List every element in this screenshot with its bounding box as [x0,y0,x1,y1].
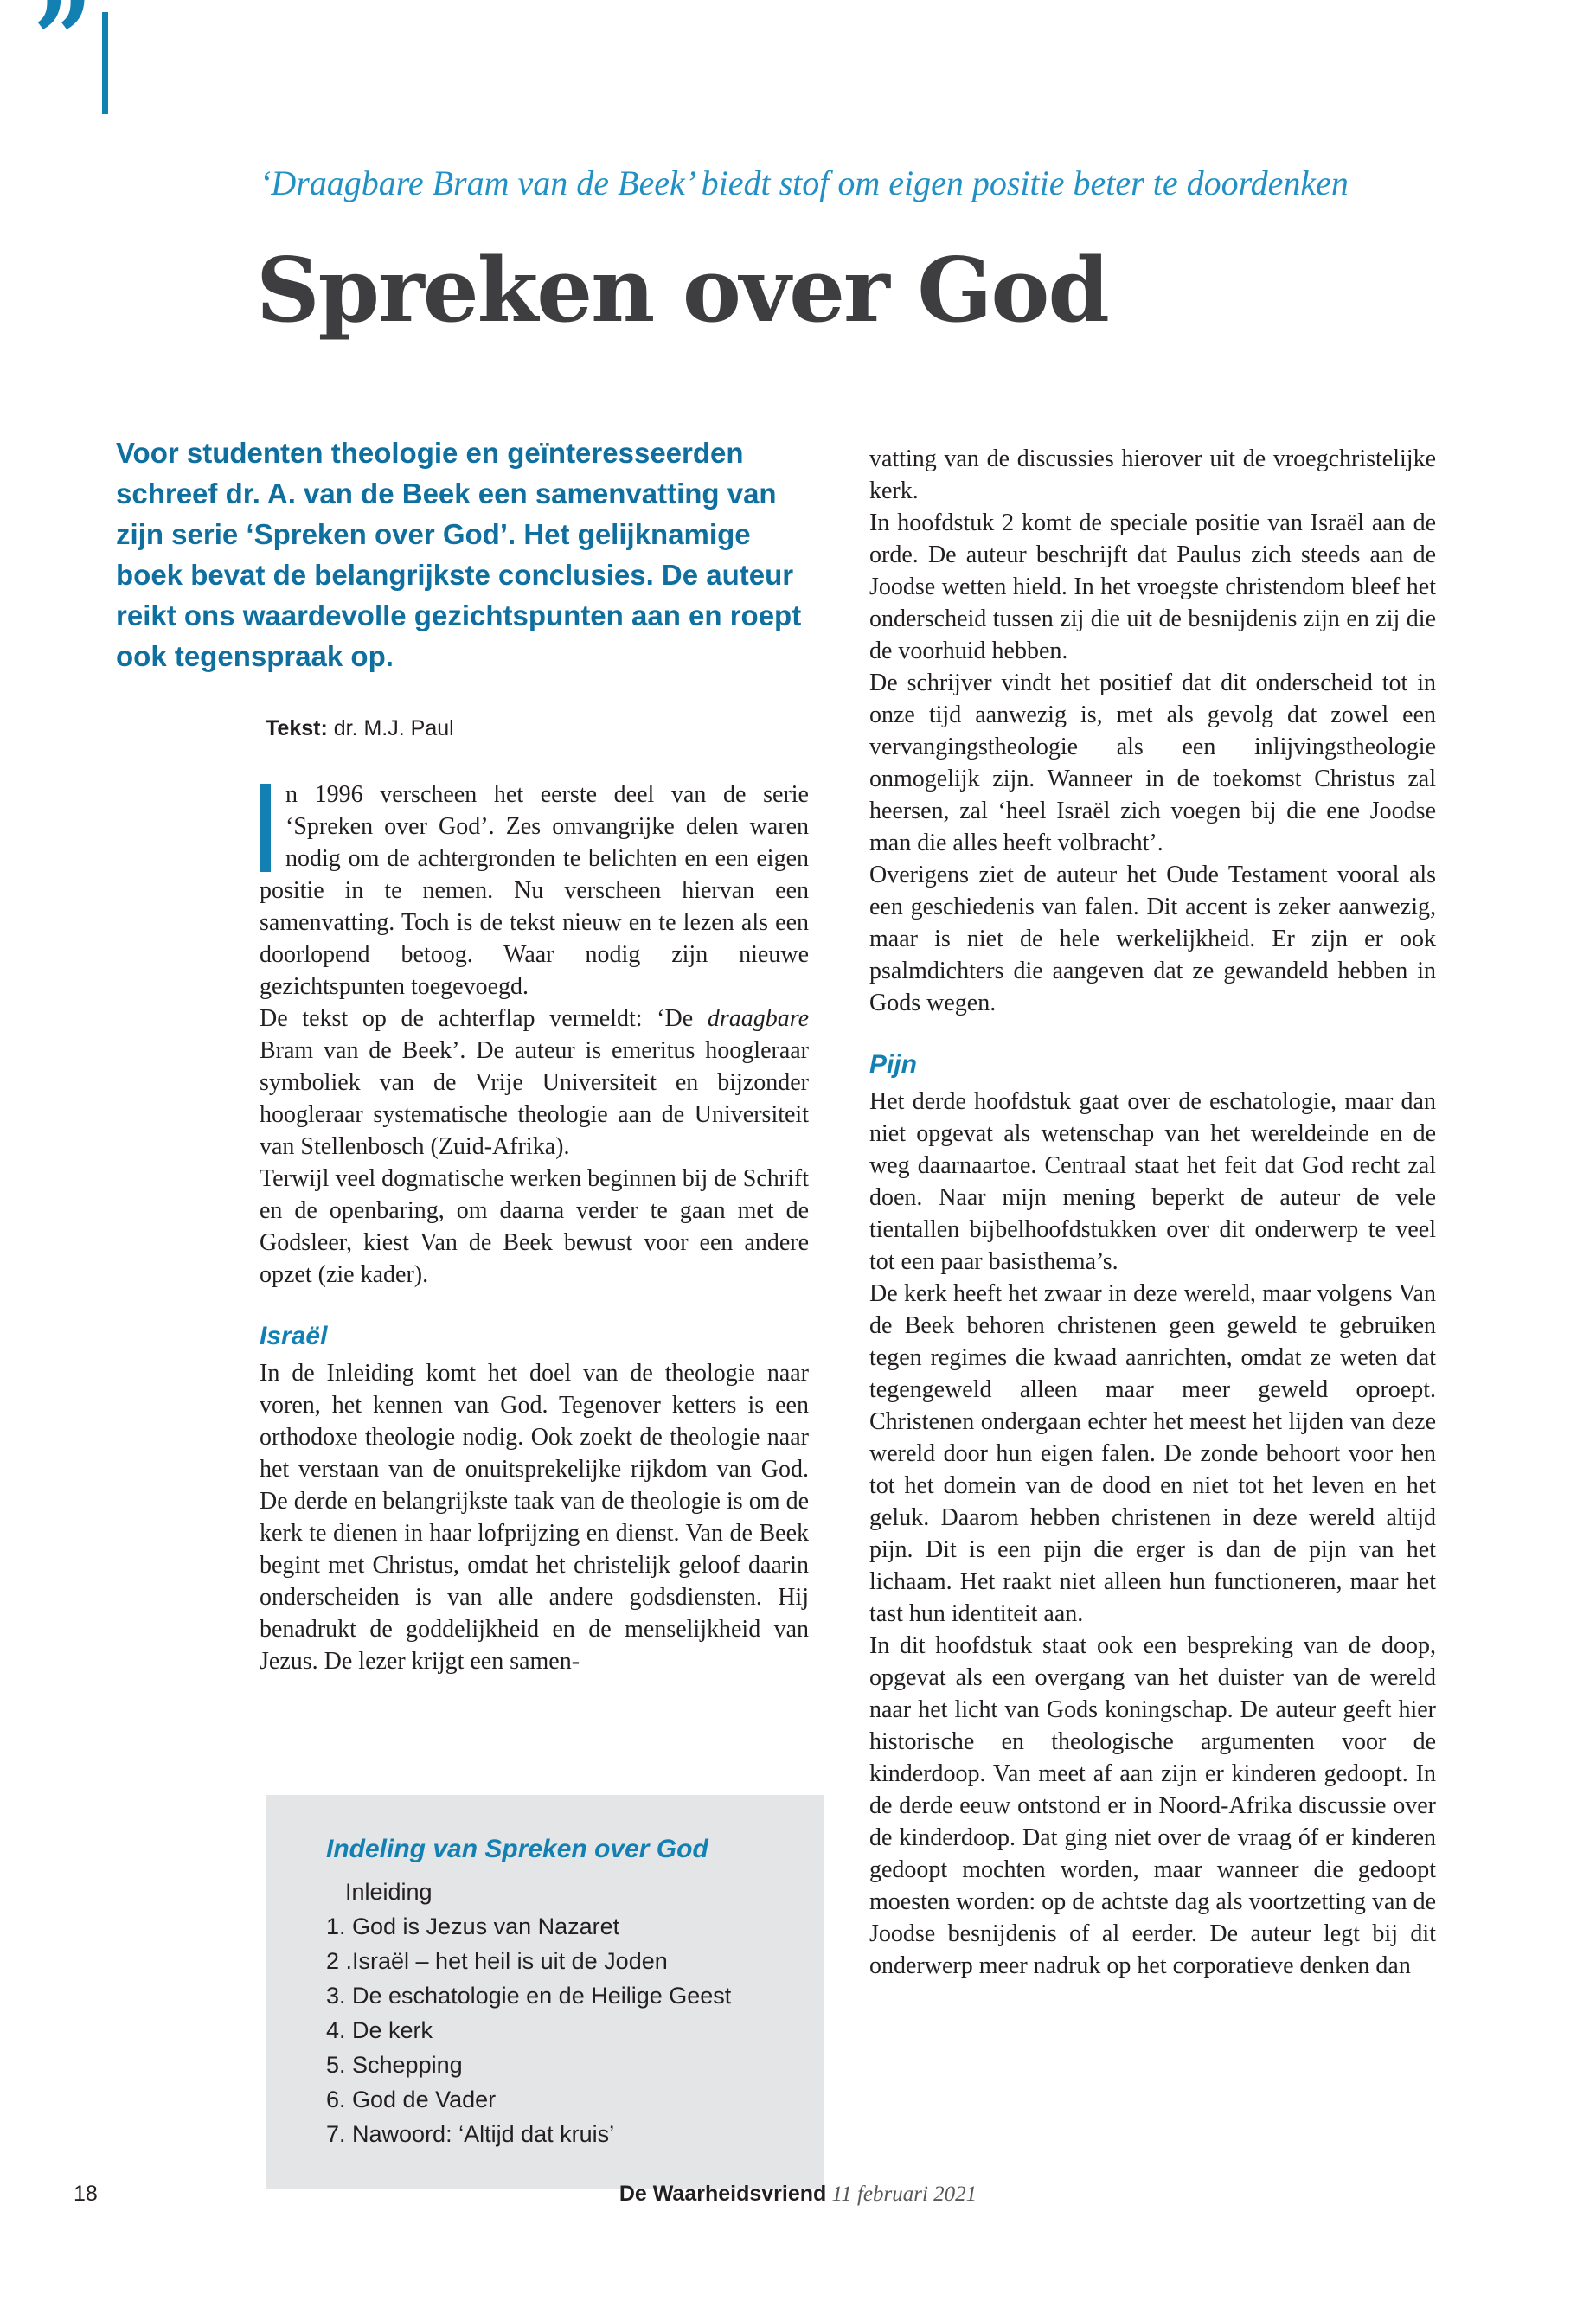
paragraph: De schrijver vindt het positief dat dit onderscheid tot in onze tijd aanwezig is, met als gevolg dat zowel een vervangingstheologie als een inlijvingstheologie onmogelijk zijn. Wanneer in de toekomst Christus zal heersen, zal ‘heel Israël zich voegen bij die ene Joodse man die alles heeft volbracht’. [869,670,1436,856]
dropcap-i-bar [260,784,271,872]
paragraph [260,1003,809,1163]
contents-box [266,1795,824,2189]
paragraph: De kerk heeft het zwaar in deze wereld, maar volgens Van de Beek behoren christenen geen geweld te gebruiken tegen regimes die kwaad aanrichten, omdat ze weten dat tegengeweld alleen maar meer geweld oproept. Christenen ondergaan echter het meest het lijden van deze wereld door hun eigen falen. De zonde behoort voor hen tot het domein van de dood en niet tot het leven en het geluk. Daarom hebben christenen in deze wereld altijd pijn. Dit is een pijn die erger is dan de pijn van het lichaam. Het raakt niet alleen hun functioneren, maar het tast hun identiteit aan. [869,1280,1436,1627]
footer [0,2182,1596,2207]
byline-label: Tekst: [266,716,328,740]
paragraph-text: De tekst op de achterflap vermeldt: ‘De [260,1005,708,1032]
contents-box-item: 4. De kerk [326,2017,433,2043]
footer-date: 11 februari 2021 [831,2182,977,2206]
byline [266,716,454,741]
column-left [260,779,809,1677]
paragraph: In hoofdstuk 2 komt de speciale positie van Israël aan de orde. De auteur beschrijft dat Paulus zich steeds aan de Joodse wetten hield. In het vroegste christendom bleef het onderscheid tussen zij die uit de besnijdenis zijn en zij die de voorhuid hebben. [869,510,1436,664]
byline-author: dr. M.J. Paul [333,716,454,740]
paragraph: In de Inleiding komt het doel van de theologie naar voren, het kennen van God. Tegenover ketters is een orthodoxe theologie nodig. Ook zoekt de theologie naar het verstaan van de onuitsprekelijke rijkdom van God. De derde en belangrijkste taak van de theologie is om de kerk te dienen in haar lofprijzing en dienst. Van de Beek begint met Christus, omdat het christelijk geloof daarin onderscheiden is van alle andere godsdiensten. Hij benadrukt de goddelijkheid en de menselijkheid van Jezus. De lezer krijgt een samen- [260,1360,809,1675]
contents-box-item: 3. De eschatologie en de Heilige Geest [326,1983,732,2009]
contents-box-item: 7. Nawoord: ‘Altijd dat kruis’ [326,2121,615,2147]
paragraph: In dit hoofdstuk staat ook een bespreking van de doop, opgevat als een overgang van het duister van de wereld naar het licht van Gods koningschap. De auteur geeft hier historische en theologische argumenten voor de kinderdoop. Van meet af aan zijn er kinderen gedoopt. In de derde eeuw ontstond er in Noord-Afrika discussie over de kinderdoop. Dat ging niet over de vraag óf er kinderen gedoopt mochten worden, maar wanneer die gedoopt moesten worden: op de achtste dag als voortzetting van de Joodse besnijdenis of al eerder. De auteur legt bij dit onderwerp meer nadruk op het corporatieve denken dan [869,1632,1436,1979]
paragraph: Het derde hoofdstuk gaat over de eschatologie, maar dan niet opgevat als wetenschap van het wereldeinde en de weg daarnaartoe. Centraal staat het feit dat God recht zal doen. Naar mijn mening beperkt de auteur de vele tientallen bijbelhoofdstukken over dit onderwerp te veel tot een paar basisthema’s. [869,1088,1436,1275]
article-lead: Voor studenten theologie en geïnteresseerden schreef dr. A. van de Beek een samenvatting van zijn serie ‘Spreken over God’. Het gelijknamige boek bevat de belangrijkste conclusies. De auteur reikt ons waardevolle gezichtspunten aan en roept ook tegenspraak op. [116,437,802,672]
article-kicker: ‘Draagbare Bram van de Beek’ biedt stof om eigen positie beter te doordenken [260,163,1349,202]
contents-box-item: 6. God de Vader [326,2086,497,2112]
quote-mark-icon: ” [33,0,93,100]
contents-box-item: Inleiding [345,1879,433,1905]
column-right [869,443,1436,1982]
section-heading-pijn: Pijn [869,1050,918,1079]
paragraph-intro-text: n 1996 verscheen het eerste deel van de serie ‘Spreken over God’. Zes omvangrijke delen waren nodig om de achtergronden te belichten en een eigen positie in te nemen. Nu verscheen hiervan een samenvatting. Toch is de tekst nieuw en te lezen als een doorlopend betoog. Waar nodig zijn nieuwe gezichtspunten toegevoegd. [260,781,809,1000]
paragraph-intro [260,779,809,1003]
contents-box-item: 2 .Israël – het heil is uit de Joden [326,1948,668,1974]
paragraph: vatting van de discussies hierover uit de vroegchristelijke kerk. [869,445,1436,504]
paragraph-text: Bram van de Beek’. De auteur is emeritus hoogleraar symboliek van de Vrije Universiteit en bijzonder hoogleraar systematische theologie aan de Universiteit van Stellenbosch (Zuid-Afrika). [260,1037,809,1160]
masthead-rule [102,12,108,114]
contents-box-title: Indeling van Spreken over God [326,1835,708,1863]
contents-box-item: 5. Schepping [326,2052,463,2078]
footer-magazine-name: De Waarheidsvriend [619,2182,827,2206]
paragraph-italic-text: draagbare [707,1005,809,1032]
paragraph: Overigens ziet de auteur het Oude Testament vooral als een geschiedenis van falen. Dit accent is zeker aanwezig, maar is niet de hele werkelijkheid. Er zijn er ook psalmdichters die aangeven dat ze gewandeld hebben in Gods wegen. [869,862,1436,1016]
section-heading-israel: Israël [260,1322,328,1350]
article-title: Spreken over God [256,239,1108,343]
paragraph: Terwijl veel dogmatische werken beginnen bij de Schrift en de openbaring, om daarna verder te gaan met de Godsleer, kiest Van de Beek bewust voor een andere opzet (zie kader). [260,1165,809,1288]
page-number: 18 [74,2182,98,2206]
contents-box-item: 1. God is Jezus van Nazaret [326,1913,620,1939]
